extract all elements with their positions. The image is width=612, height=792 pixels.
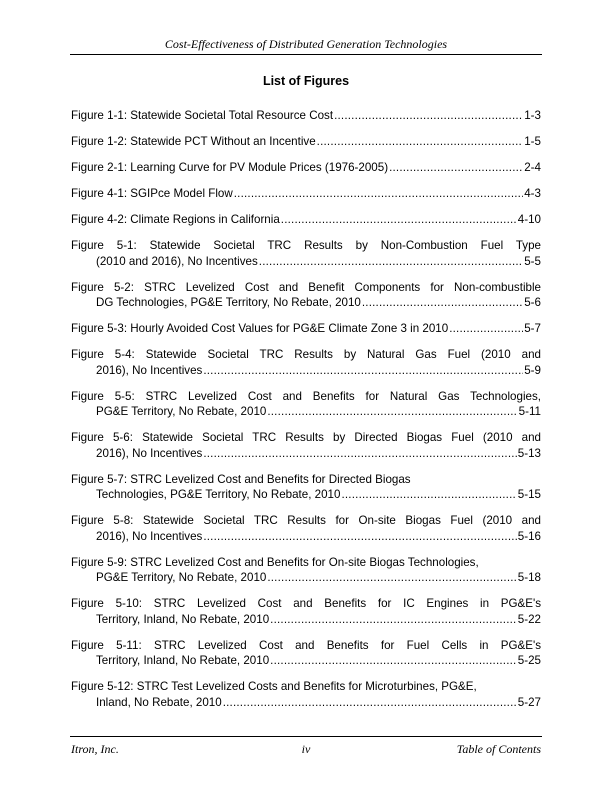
figure-caption: 2016), No Incentives — [96, 446, 203, 460]
figure-entry[interactable] — [71, 596, 541, 627]
page-number: 5-5 — [524, 254, 541, 268]
page-number: 5-25 — [517, 654, 541, 667]
figure-entry[interactable] — [71, 280, 541, 311]
figure-caption-line1: Figure 5-2: STRC Levelized Cost and Benefit Components for Non-combustible — [71, 280, 541, 294]
figure-caption: 2016), No Incentives — [96, 363, 203, 377]
figure-entry[interactable] — [71, 430, 541, 461]
figure-caption: DG Technologies, PG&E Territory, No Rebate, 2010 — [96, 296, 361, 309]
figure-caption-line1: Figure 5-8: Statewide Societal TRC Results for On-site Biogas Fuel (2010 and — [71, 514, 541, 527]
page-title: List of Figures — [262, 74, 350, 88]
page-number: 4-10 — [517, 213, 541, 226]
footer-section: Table of Contents — [456, 742, 541, 756]
page-number: 5-15 — [517, 488, 541, 501]
dot-leader — [449, 321, 523, 337]
figure-caption-line1: Figure 5-4: Statewide Societal TRC Results by Natural Gas Fuel (2010 and — [71, 348, 541, 361]
figure-entry[interactable] — [71, 472, 541, 503]
figure-caption-line1: Figure 5-11: STRC Levelized Cost and Benefits for Fuel Cells in PG&E's — [71, 638, 541, 652]
figure-caption: Figure 1-2: Statewide PCT Without an Incentive — [71, 135, 316, 148]
figure-caption: (2010 and 2016), No Incentives — [96, 254, 258, 268]
dot-leader — [341, 487, 516, 503]
page-number: 5-13 — [517, 446, 541, 460]
footer-company: Itron, Inc. — [71, 742, 119, 756]
figure-entry[interactable] — [71, 513, 541, 544]
page-number: 1-3 — [524, 109, 541, 122]
figure-caption-line1: Figure 5-1: Statewide Societal TRC Results by Non-Combustion Fuel Type — [71, 239, 541, 252]
footer-rule — [70, 736, 542, 737]
dot-leader — [270, 653, 517, 669]
figure-caption-line1: Figure 5-7: STRC Levelized Cost and Benefits for Directed Biogas — [71, 472, 411, 486]
dot-leader — [259, 254, 523, 270]
figure-entry[interactable] — [71, 238, 541, 269]
figure-caption-line1: Figure 5-6: Statewide Societal TRC Results by Directed Biogas Fuel (2010 and — [71, 431, 541, 444]
figure-caption: Territory, Inland, No Rebate, 2010 — [96, 612, 270, 626]
dot-leader — [334, 108, 523, 124]
figure-caption: PG&E Territory, No Rebate, 2010 — [96, 571, 267, 584]
figure-caption: 2016), No Incentives — [96, 529, 203, 543]
header-rule — [70, 54, 542, 55]
footer-page-number: iv — [301, 742, 311, 756]
dot-leader — [234, 186, 524, 202]
dot-leader — [389, 160, 523, 176]
dot-leader — [223, 695, 517, 711]
dot-leader — [270, 612, 517, 628]
dot-leader — [267, 404, 517, 420]
figure-entry[interactable] — [71, 134, 541, 150]
page-number: 5-22 — [517, 612, 541, 626]
figure-caption: Figure 4-1: SGIPce Model Flow — [71, 187, 233, 200]
page-number: 5-9 — [524, 363, 541, 377]
figure-list — [71, 108, 541, 721]
running-header: Cost-Effectiveness of Distributed Generation Technologies — [164, 37, 448, 51]
figure-caption: Territory, Inland, No Rebate, 2010 — [96, 654, 270, 667]
dot-leader — [203, 363, 523, 379]
dot-leader — [203, 529, 516, 545]
figure-caption: Inland, No Rebate, 2010 — [96, 695, 222, 709]
figure-entry[interactable] — [71, 212, 541, 228]
figure-caption-line1: Figure 5-9: STRC Levelized Cost and Benefits for On-site Biogas Technologies, — [71, 555, 479, 569]
page-number: 5-11 — [518, 405, 541, 418]
dot-leader — [281, 212, 517, 228]
page-number: 1-5 — [524, 135, 541, 148]
page-number: 5-27 — [517, 695, 541, 709]
figure-entry[interactable] — [71, 638, 541, 669]
figure-entry[interactable] — [71, 555, 541, 586]
figure-entry[interactable] — [71, 679, 541, 710]
dot-leader — [362, 295, 523, 311]
figure-entry[interactable] — [71, 160, 541, 176]
figure-caption: Figure 1-1: Statewide Societal Total Resource Cost — [71, 109, 334, 122]
page-number: 5-6 — [524, 296, 541, 309]
dot-leader — [203, 446, 516, 462]
page-number: 5-18 — [517, 571, 541, 584]
figure-caption: Figure 2-1: Learning Curve for PV Module Prices (1976-2005) — [71, 161, 389, 174]
page-number: 2-4 — [524, 161, 541, 174]
page-number: 5-7 — [524, 322, 541, 335]
figure-caption-line1: Figure 5-10: STRC Levelized Cost and Benefits for IC Engines in PG&E's — [71, 597, 541, 610]
figure-caption: Figure 4-2: Climate Regions in California — [71, 213, 280, 226]
dot-leader — [267, 570, 516, 586]
figure-caption: Technologies, PG&E Territory, No Rebate, 2010 — [96, 488, 341, 501]
figure-caption-line1: Figure 5-12: STRC Test Levelized Costs and Benefits for Microturbines, PG&E, — [71, 680, 477, 693]
figure-caption: Figure 5-3: Hourly Avoided Cost Values for PG&E Climate Zone 3 in 2010 — [71, 322, 449, 335]
page-number: 5-16 — [517, 529, 541, 543]
figure-entry[interactable] — [71, 389, 541, 420]
figure-entry[interactable] — [71, 186, 541, 202]
page-number: 4-3 — [524, 187, 541, 200]
figure-entry[interactable] — [71, 321, 541, 337]
figure-caption: PG&E Territory, No Rebate, 2010 — [96, 405, 267, 418]
figure-entry[interactable] — [71, 347, 541, 378]
dot-leader — [317, 134, 524, 150]
figure-caption-line1: Figure 5-5: STRC Levelized Cost and Benefits for Natural Gas Technologies, — [71, 389, 541, 403]
figure-entry[interactable] — [71, 108, 541, 124]
